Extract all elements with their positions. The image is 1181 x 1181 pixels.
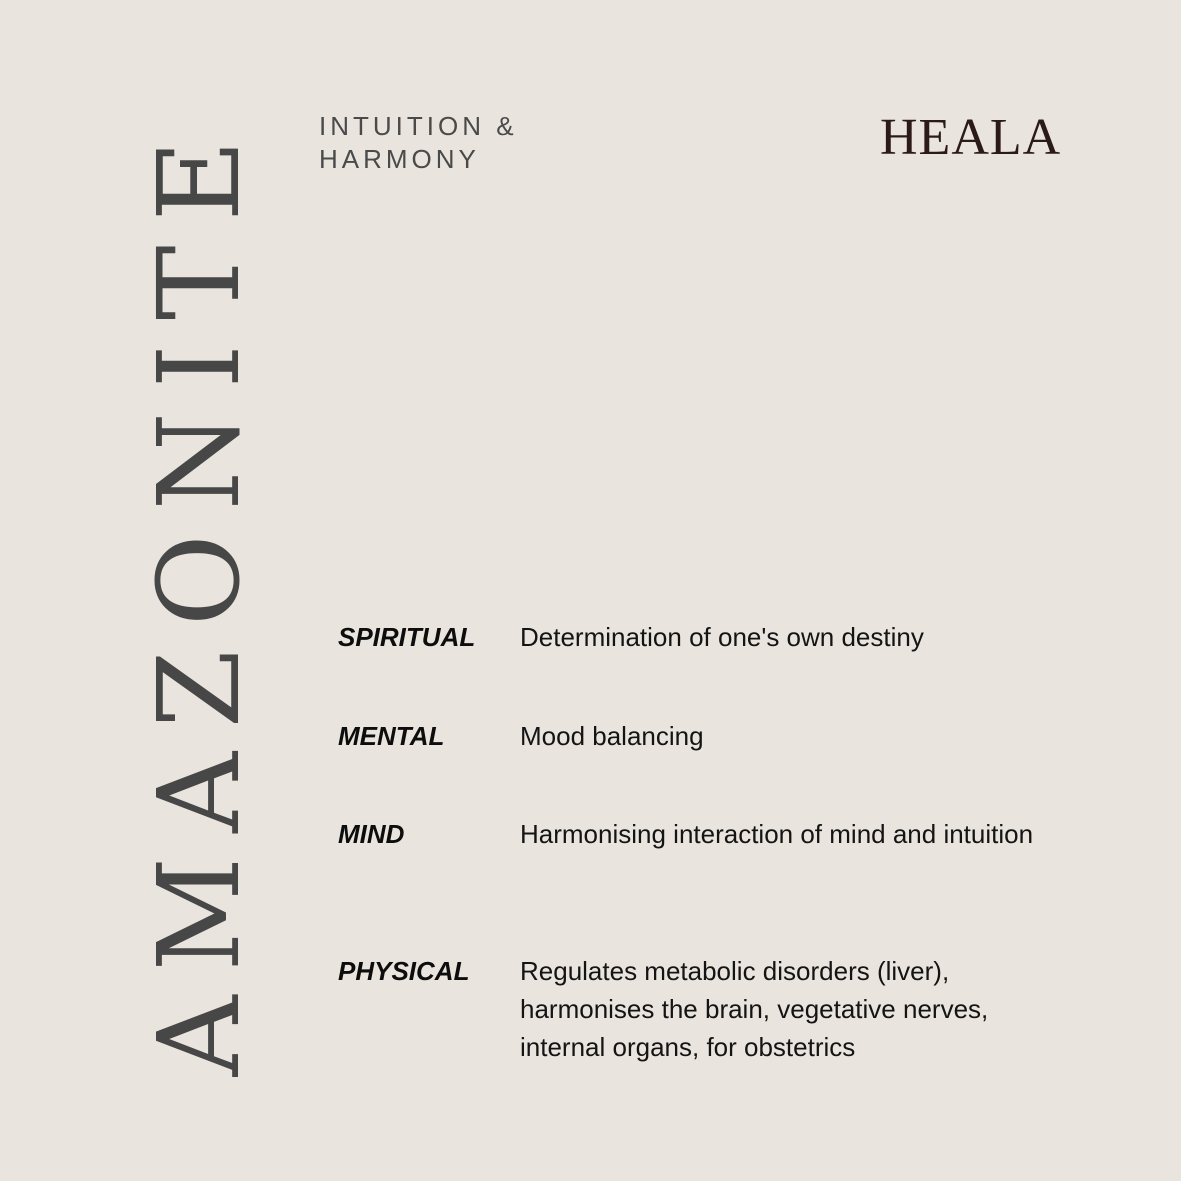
brand-logo: HEALA <box>880 109 1062 166</box>
stone-title-text: AMAZONITE <box>135 115 265 1077</box>
property-label: PHYSICAL <box>338 956 470 986</box>
tagline-line-2: HARMONY <box>319 144 480 174</box>
tagline-line-1: INTUITION & <box>319 111 518 141</box>
property-description: Regulates metabolic disorders (liver), harmonises the brain, vegetative nerves, internal organs, for obstetrics <box>520 956 989 1062</box>
property-description: Harmonising interaction of mind and intuition <box>520 819 1034 849</box>
property-label: SPIRITUAL <box>338 622 476 652</box>
property-label: MENTAL <box>338 721 445 751</box>
property-description: Mood balancing <box>520 721 704 751</box>
property-label: MIND <box>338 819 405 849</box>
property-description: Determination of one's own destiny <box>520 622 924 652</box>
stone-title <box>135 106 265 1086</box>
tagline <box>319 110 579 176</box>
